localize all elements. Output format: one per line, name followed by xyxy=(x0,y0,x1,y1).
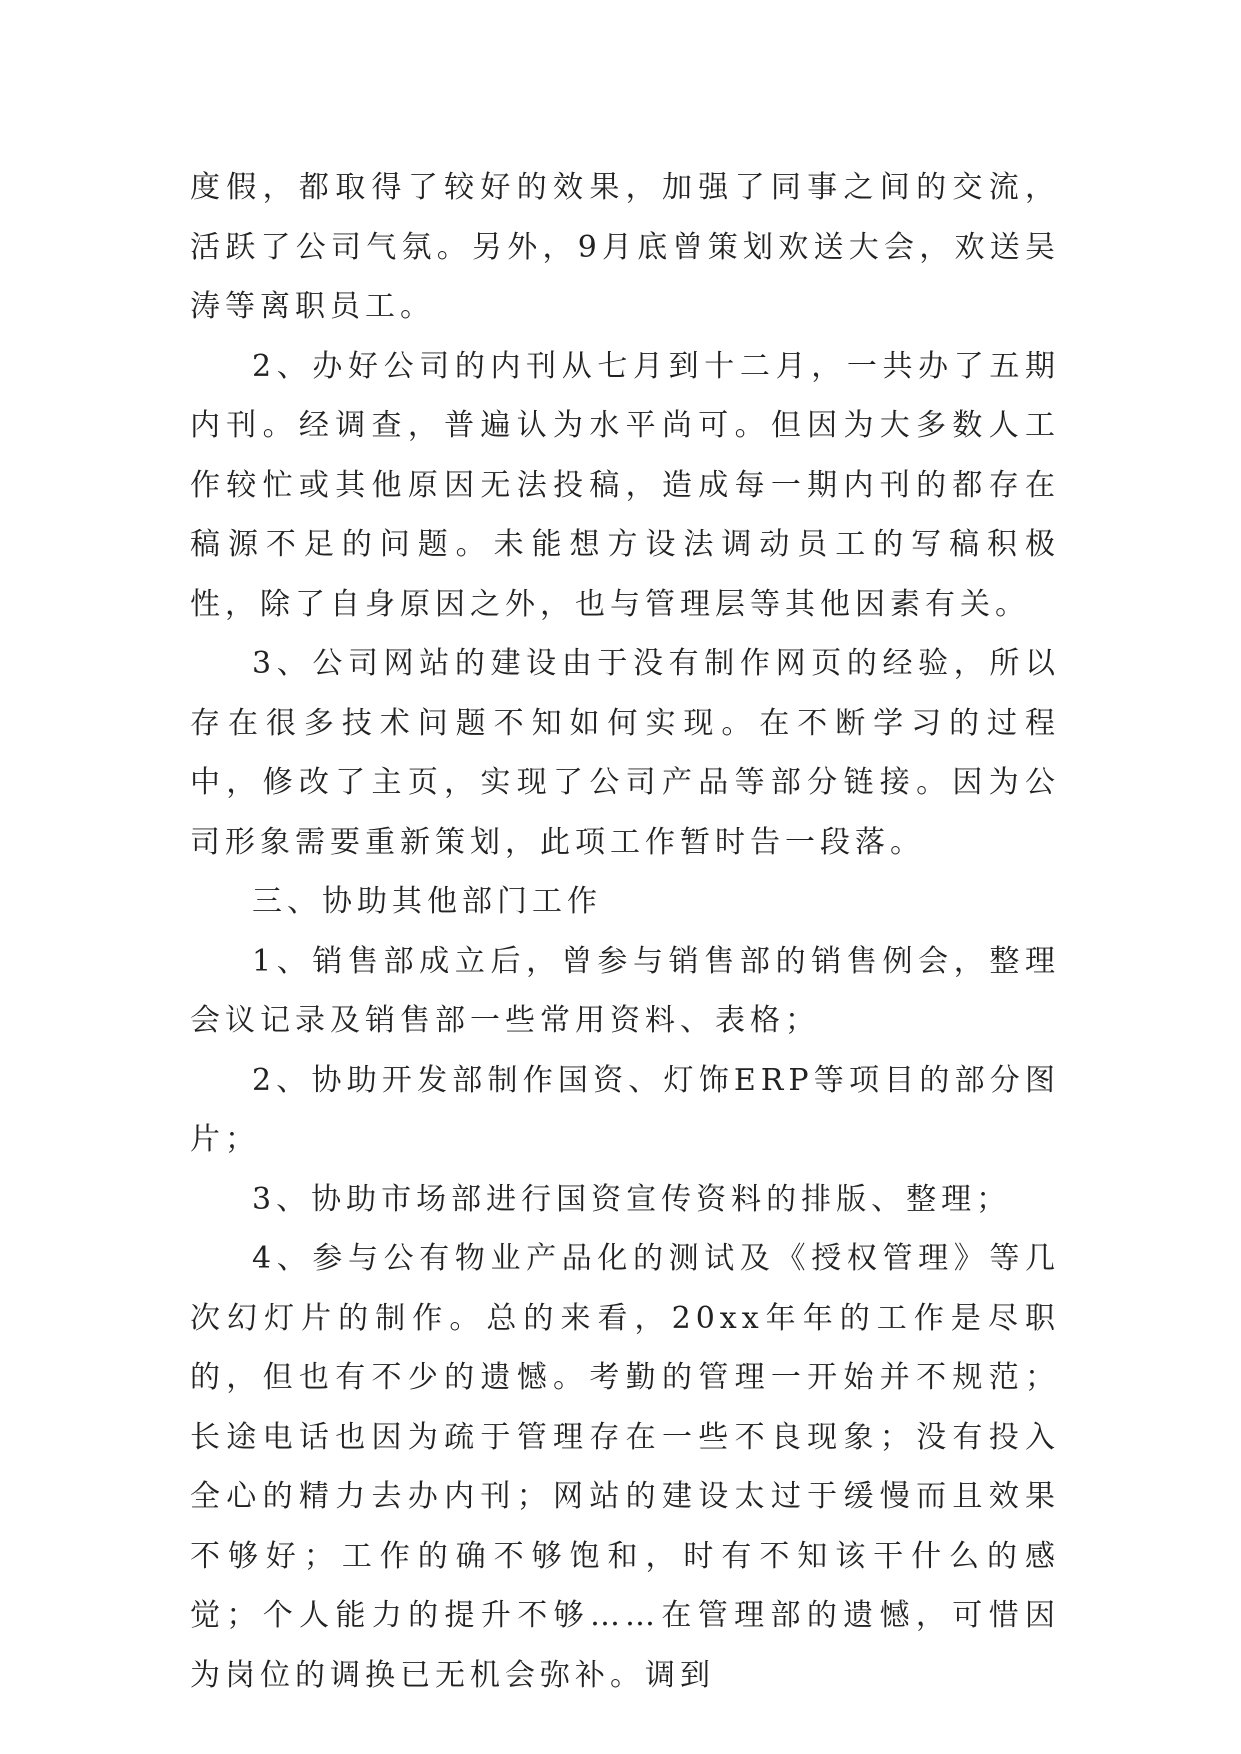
paragraph-internal-journal: 2、办好公司的内刊从七月到十二月，一共办了五期内刊。经调查，普遍认为水平尚可。但因为大多数人工作较忙或其他原因无法投稿，造成每一期内刊的都存在稿源不足的问题。未能想方设法调动员工的写稿积极性，除了自身原因之外，也与管理层等其他因素有关。 xyxy=(190,348,1060,622)
paragraph-company-website: 3、公司网站的建设由于没有制作网页的经验，所以存在很多技术问题不知如何实现。在不断学习的过程中，修改了主页，实现了公司产品等部分链接。因为公司形象需要重新策划，此项工作暂时告一段落。 xyxy=(190,646,1060,860)
section-heading-assist-departments: 三、协助其他部门工作 xyxy=(252,884,602,919)
paragraph-sales-department: 1、销售部成立后，曾参与销售部的销售例会，整理会议记录及销售部一些常用资料、表格； xyxy=(190,943,1060,1038)
paragraph-summary: 4、参与公有物业产品化的测试及《授权管理》等几次幻灯片的制作。总的来看，20xx年年的工作是尽职的，但也有不少的遗憾。考勤的管理一开始并不规范；长途电话也因为疏于管理存在一些不良现象；没有投入全心的精力去办内刊；网站的建设太过于缓慢而且效果不够好；工作的确不够饱和，时有不知该干什么的感觉；个人能力的提升不够……在管理部的遗憾，可惜因为岗位的调换已无机会弥补。调到 xyxy=(190,1241,1060,1693)
paragraph-marketing-department: 3、协助市场部进行国资宣传资料的排版、整理； xyxy=(252,1181,1012,1217)
paragraph-continuation: 度假，都取得了较好的效果，加强了同事之间的交流，活跃了公司气氛。另外，9月底曾策划欢送大会，欢送吴涛等离职员工。 xyxy=(190,170,1060,324)
paragraph-development-department: 2、协助开发部制作国资、灯饰ERP等项目的部分图片； xyxy=(190,1062,1060,1157)
document-body xyxy=(190,158,1060,1705)
